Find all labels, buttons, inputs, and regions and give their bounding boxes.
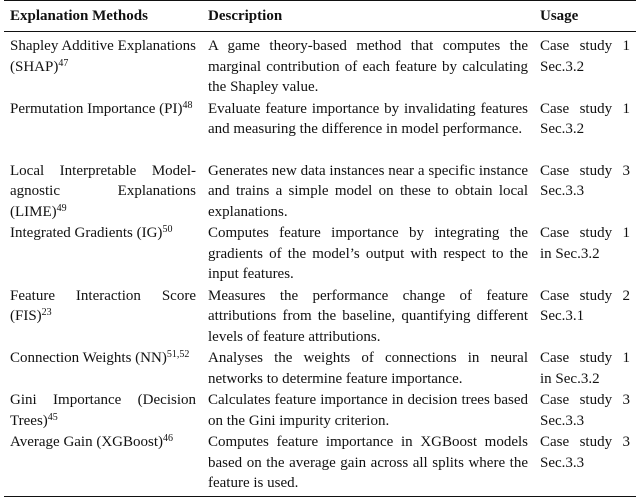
citation-ref: 23 [41, 307, 52, 318]
description-cell: A game theory-based method that computes the marginal contribution of each feature by calculating the Shapley value. [208, 38, 528, 95]
method-name: Gini Importance (Decision Trees) [10, 392, 196, 429]
method-name: Feature Interaction Score (FIS) [10, 287, 196, 324]
usage-cell: Case study 2 Sec.3.1 [540, 287, 630, 324]
methods-table [4, 0, 636, 497]
usage-cell: Case study 3 Sec.3.3 [540, 392, 630, 429]
table-body [4, 32, 636, 497]
table-header [4, 1, 636, 32]
header-usage: Usage [540, 7, 579, 24]
method-cell [4, 98, 202, 160]
citation-ref: 47 [58, 57, 69, 69]
table-row [4, 160, 636, 223]
citation-ref: 51,52 [166, 349, 190, 360]
method-name: Permutation Importance (PI) [10, 100, 183, 117]
method-cell [4, 160, 202, 223]
usage-cell: Case study 1 Sec.3.2 [540, 100, 630, 137]
description-cell: Evaluate feature importance by invalidating features and measuring the difference in model performance. [208, 100, 528, 137]
citation-ref: 48 [182, 99, 193, 111]
header-description: Description [208, 7, 283, 24]
usage-cell: Case study 3 Sec.3.3 [540, 434, 630, 471]
description-cell: Generates new data instances near a specific instance and trains a simple model on these to obtain local explanations. [208, 162, 528, 220]
table-row [4, 32, 636, 98]
method-name: Local Interpretable Model-agnostic Explanations (LIME) [10, 162, 196, 220]
citation-ref: 45 [47, 411, 58, 423]
method-cell [4, 431, 202, 496]
description-cell: Computes feature importance in XGBoost models based on the average gain across all splits where the feature is used. [208, 434, 528, 491]
method-name: Integrated Gradients (IG) [10, 225, 163, 241]
usage-cell: Case study 3 Sec.3.3 [540, 162, 630, 199]
description-cell: Measures the performance change of feature attributions from the baseline, quantifying different levels of feature attributions. [208, 287, 528, 345]
method-cell [4, 32, 202, 98]
citation-ref: 49 [56, 202, 67, 214]
method-name: Shapley Additive Explanations (SHAP) [10, 38, 196, 75]
usage-cell: Case study 1 Sec.3.2 [540, 38, 630, 75]
description-cell: Analyses the weights of connections in neural networks to determine feature importance. [208, 350, 528, 387]
table-row [4, 389, 636, 431]
method-cell [4, 285, 202, 348]
method-name: Connection Weights (NN) [10, 350, 167, 366]
citation-ref: 50 [162, 224, 173, 235]
description-cell: Computes feature importance by integrating the gradients of the model’s output with respect to the input features. [208, 225, 528, 282]
description-cell: Calculates feature importance in decision trees based on the Gini impurity criterion. [208, 392, 528, 429]
method-cell [4, 389, 202, 431]
table-row [4, 285, 636, 348]
header-row [4, 1, 636, 32]
table-row [4, 347, 636, 389]
method-name: Average Gain (XGBoost) [10, 434, 164, 450]
method-cell [4, 222, 202, 285]
usage-cell: Case study 1 in Sec.3.2 [540, 225, 630, 262]
citation-ref: 46 [163, 433, 174, 444]
method-cell [4, 347, 202, 389]
table-row [4, 98, 636, 160]
table-row [4, 222, 636, 285]
usage-cell: Case study 1 in Sec.3.2 [540, 350, 630, 387]
table-row [4, 431, 636, 496]
header-explanation-methods: Explanation Methods [10, 7, 148, 24]
